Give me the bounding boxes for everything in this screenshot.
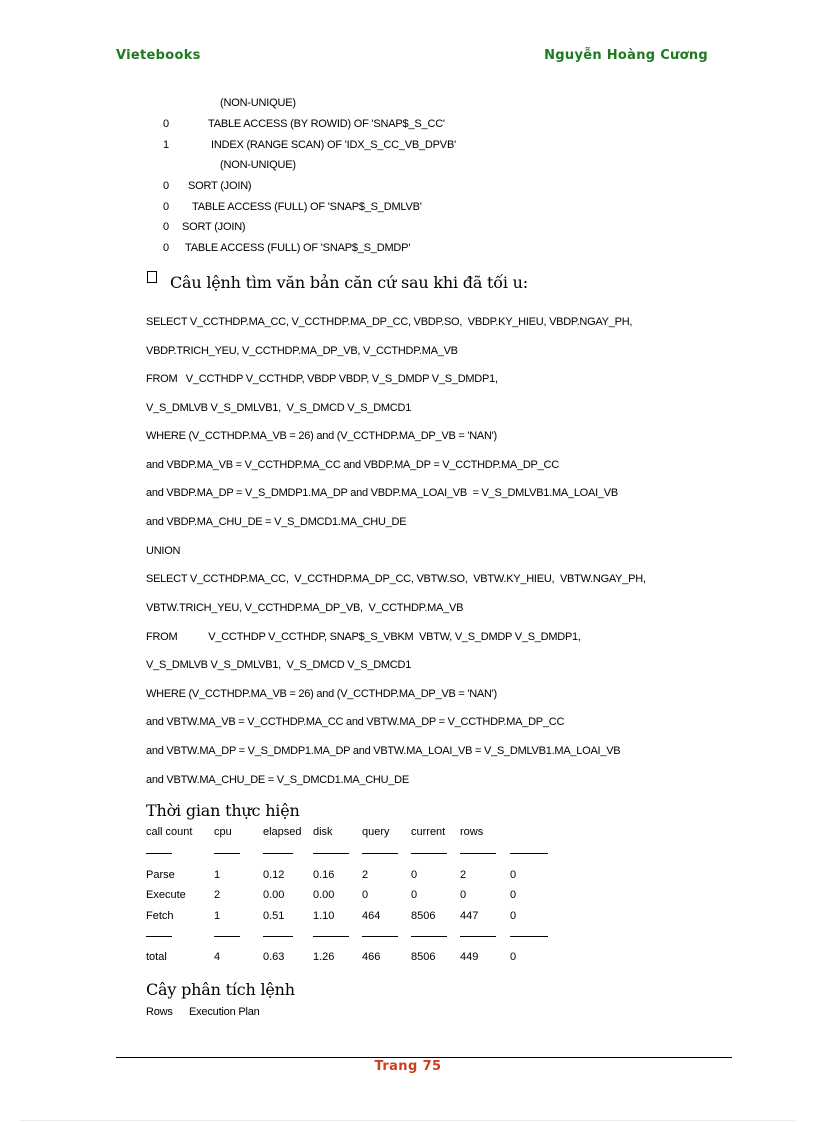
section-heading-optimized-query: Câu lệnh tìm văn bản căn cứ sau khi đã tối u: <box>170 273 528 292</box>
checkbox-bullet-icon <box>147 271 157 283</box>
sql-line: WHERE (V_CCTHDP.MA_VB = 26) and (V_CCTHDP.MA_DP_VB = 'NAN') <box>146 430 497 442</box>
footer-divider <box>116 1057 732 1058</box>
plan-line: (NON-UNIQUE) <box>220 97 296 109</box>
header-right: Nguyễn Hoàng Cương <box>544 48 708 63</box>
sql-line: VBTW.TRICH_YEU, V_CCTHDP.MA_DP_VB, V_CCTHDP.MA_VB <box>146 602 464 614</box>
plan-line: 0 SORT (JOIN) <box>163 221 246 233</box>
sql-line: FROM V_CCTHDP V_CCTHDP, SNAP$_S_VBKM VBTW, V_S_DMDP V_S_DMDP1, <box>146 631 581 643</box>
sql-line: VBDP.TRICH_YEU, V_CCTHDP.MA_DP_VB, V_CCTHDP.MA_VB <box>146 345 458 357</box>
sql-line: UNION <box>146 545 181 557</box>
plan-line: (NON-UNIQUE) <box>220 159 296 171</box>
sql-line: and VBTW.MA_VB = V_CCTHDP.MA_CC and VBTW.MA_DP = V_CCTHDP.MA_DP_CC <box>146 716 565 728</box>
plan-header-rows: Rows <box>146 1006 173 1018</box>
sql-line: SELECT V_CCTHDP.MA_CC, V_CCTHDP.MA_DP_CC, VBDP.SO, VBDP.KY_HIEU, VBDP.NGAY_PH, <box>146 316 633 328</box>
sql-line: and VBTW.MA_DP = V_S_DMDP1.MA_DP and VBTW.MA_LOAI_VB = V_S_DMLVB1.MA_LOAI_VB <box>146 745 621 757</box>
separator-row <box>146 930 556 944</box>
sql-line: SELECT V_CCTHDP.MA_CC, V_CCTHDP.MA_DP_CC, VBTW.SO, VBTW.KY_HIEU, VBTW.NGAY_PH, <box>146 573 646 585</box>
plan-line: 0 TABLE ACCESS (FULL) OF 'SNAP$_S_DMLVB' <box>163 201 422 213</box>
plan-line: 0 TABLE ACCESS (BY ROWID) OF 'SNAP$_S_CC' <box>163 118 445 130</box>
page-edge <box>20 1120 796 1121</box>
plan-line: 0 SORT (JOIN) <box>163 180 252 192</box>
separator-row <box>146 847 556 861</box>
plan-line: 0 TABLE ACCESS (FULL) OF 'SNAP$_S_DMDP' <box>163 242 411 254</box>
page-number: Trang 75 <box>374 1059 442 1074</box>
sql-line: and VBDP.MA_CHU_DE = V_S_DMCD1.MA_CHU_DE <box>146 516 407 528</box>
sql-line: and VBDP.MA_DP = V_S_DMDP1.MA_DP and VBDP.MA_LOAI_VB = V_S_DMLVB1.MA_LOAI_VB <box>146 487 618 499</box>
plan-header-execution-plan: Execution Plan <box>189 1006 260 1018</box>
header-left: Vietebooks <box>116 48 201 63</box>
sql-line: V_S_DMLVB V_S_DMLVB1, V_S_DMCD V_S_DMCD1 <box>146 402 412 414</box>
sql-line: and VBDP.MA_VB = V_CCTHDP.MA_CC and VBDP.MA_DP = V_CCTHDP.MA_DP_CC <box>146 459 559 471</box>
sql-line: V_S_DMLVB V_S_DMLVB1, V_S_DMCD V_S_DMCD1 <box>146 659 412 671</box>
sql-line: WHERE (V_CCTHDP.MA_VB = 26) and (V_CCTHDP.MA_DP_VB = 'NAN') <box>146 688 497 700</box>
sql-line: and VBTW.MA_CHU_DE = V_S_DMCD1.MA_CHU_DE <box>146 774 409 786</box>
plan-line: 1 INDEX (RANGE SCAN) OF 'IDX_S_CC_VB_DPVB' <box>163 139 456 151</box>
section-heading-execution-time: Thời gian thực hiện <box>146 801 300 820</box>
section-heading-parse-tree: Cây phân tích lệnh <box>146 980 295 999</box>
sql-line: FROM V_CCTHDP V_CCTHDP, VBDP VBDP, V_S_DMDP V_S_DMDP1, <box>146 373 498 385</box>
